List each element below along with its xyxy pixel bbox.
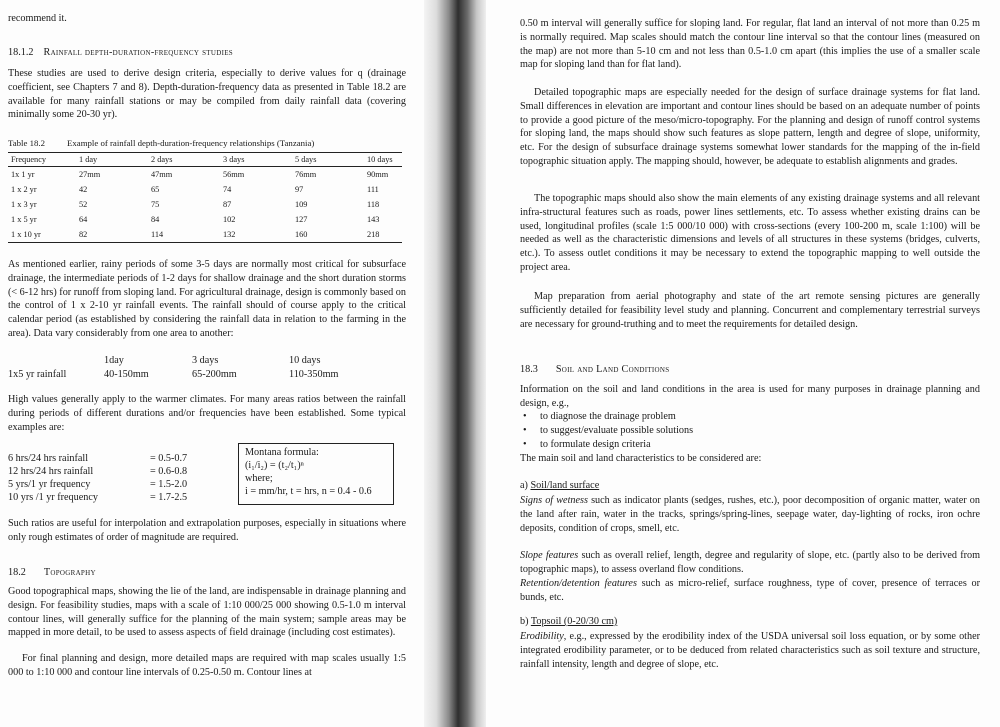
- table-header-cell: Frequency: [8, 153, 76, 167]
- term-text: such as micro-relief, surface roughness, type of cover, presence of terraces or bunds, etc.: [520, 578, 980, 603]
- section-heading-18-2: [8, 567, 96, 578]
- paragraph-ratios-useful: Such ratios are useful for interpolation and extrapolation purposes, especially in situations where only rough estimates of order of magnitude are required.: [8, 518, 406, 543]
- formula-title: Montana formula:: [245, 447, 319, 458]
- table-cell: 75: [151, 200, 160, 209]
- table-cell: 143: [367, 215, 380, 224]
- table-cell: 132: [220, 227, 292, 243]
- ratio-key: 5 yrs/1 yr frequency: [8, 479, 91, 490]
- subheading-soil-surface: [520, 480, 599, 491]
- paragraph-erodibility: [520, 630, 980, 671]
- list-item: • to diagnose the drainage problem: [540, 410, 693, 424]
- range-header-10days: 10 days: [289, 355, 321, 366]
- ratio-value: = 0.5-0.7: [150, 453, 188, 464]
- table-cell: 1 x 10 yr: [8, 227, 76, 243]
- left-top-line: recommend it.: [8, 13, 67, 24]
- table-label: Table 18.2: [8, 138, 46, 148]
- table-cell: 56mm: [223, 170, 245, 179]
- section-heading-18-3: [520, 364, 669, 375]
- table-cell: 82: [76, 227, 148, 243]
- table-cell: 64: [79, 215, 88, 224]
- table-cell: 87: [223, 200, 232, 209]
- rainfall-table: [8, 152, 402, 243]
- table-header-cell: 2 days: [148, 153, 220, 167]
- sub-title: Soil/land surface: [530, 480, 600, 491]
- section-number: 18.1.2: [8, 47, 34, 58]
- table-cell: 97: [295, 185, 304, 194]
- table-header-cell: 1 day: [76, 153, 148, 167]
- subheading-topsoil: [520, 616, 617, 627]
- ratio-key: 10 yrs /1 yr frequency: [8, 492, 98, 503]
- table-cell: 74: [223, 185, 232, 194]
- section-heading-18-1-2: [8, 47, 233, 58]
- table-cell: 127: [295, 215, 308, 224]
- section-title: Soil and Land Conditions: [555, 364, 670, 375]
- paragraph-slope-features: [520, 549, 980, 577]
- term: Retention/detention features: [520, 578, 637, 589]
- book-gutter: [424, 0, 486, 727]
- table-caption-text: Example of rainfall depth-duration-frequency relationships (Tanzania): [67, 138, 315, 148]
- paragraph-topographical-maps: Good topographical maps, showing the lie of the land, are indispensable in drainage planning and design. For feasibility studies, maps with a scale of 1:10 000/25 000 showing 0.5-1.0 m interval contour lines, will generally suffice for the planning of the main system; sample areas may be mapped in more detail, to be used to assess aspects of field drainage (including cost estimates).: [8, 586, 406, 639]
- term-text: such as indicator plants (sedges, rushes, etc.), poor decomposition of organic matter, water on the land after rain, water in the tracks, springs/spring-lines, seepage water, day-lighting of rocks, iron ochre deposits, condition of crops, smell, etc.: [520, 495, 980, 534]
- montana-formula-box: [238, 443, 394, 505]
- table-cell: 114: [148, 227, 220, 243]
- range-header-3days: 3 days: [192, 355, 219, 366]
- ratio-row: [8, 491, 187, 504]
- table-cell: 1 x 2 yr: [11, 185, 37, 194]
- paragraph-high-values: High values generally apply to the warmer climates. For many areas ratios between the rainfall during periods of different durations and/or frequencies have been established. Some typical examples are:: [8, 394, 406, 433]
- table-cell: 1 x 3 yr: [11, 200, 37, 209]
- section-title: Topography: [43, 567, 96, 578]
- right-page: [486, 0, 1000, 727]
- table-cell: 102: [223, 215, 236, 224]
- table-cell: 111: [367, 185, 379, 194]
- list-item: • to formulate design criteria: [540, 438, 693, 452]
- table-cell: 27mm: [79, 170, 101, 179]
- term-text: such as overall relief, length, degree and regularity of slope, etc. (partly also to be derived from topographic maps), to assess overland flow conditions.: [520, 550, 980, 575]
- section-number: 18.2: [8, 567, 26, 578]
- paragraph-detailed-maps: Detailed topographic maps are especially needed for the design of surface drainage systems for flat land. Small differences in elevation are important and contour lines should be based on an adequate number of points to provide a good picture of the meso/micro-topography. For the planning and design of runoff control systems for sloping land, the maps should show such features as slope pattern, length and degree of slope, uniformity, etc. For the design of subsurface drainage systems somewhat lower standards for the mapping of the in-field topographic situation apply. The mapping should, however, be adequate to establish alignments and grades.: [520, 87, 980, 167]
- sub-title: Topsoil (0-20/30 cm): [530, 616, 618, 627]
- section-number: 18.3: [520, 364, 538, 375]
- paragraph-signs-of-wetness: [520, 494, 980, 535]
- formula-where: where;: [245, 473, 273, 484]
- table-header-cell: 3 days: [220, 153, 292, 167]
- table-caption: [8, 138, 314, 148]
- table-cell: 42: [79, 185, 88, 194]
- paragraph-main-characteristics: The main soil and land characteristics to be considered are:: [520, 453, 762, 464]
- formula-variables: i = mm/hr, t = hrs, n = 0.4 - 0.6: [245, 486, 372, 497]
- purpose-list: [520, 410, 693, 451]
- ratio-key: 6 hrs/24 hrs rainfall: [8, 453, 89, 464]
- table-row: [8, 167, 402, 183]
- range-value: 110-350mm: [289, 369, 339, 380]
- table-cell: 1x 1 yr: [11, 170, 35, 179]
- ratio-row: [8, 478, 187, 491]
- table-header-cell: 10 days: [364, 153, 402, 167]
- table-cell: 84: [151, 215, 160, 224]
- ratio-value: = 1.5-2.0: [150, 479, 188, 490]
- paragraph-rainfall-studies: These studies are used to derive design criteria, especially to derive values for q (drainage coefficient, see Chapters 7 and 8). Depth-duration-frequency data as presented in Table 18.2 are available for many rainfall stations or may be compiled from daily rainfall data (covering minimally some 20-30 yr).: [8, 68, 406, 121]
- term: Erodibility: [520, 631, 564, 642]
- paragraph-final-planning: For final planning and design, more detailed maps are required with map scales usually 1:5 000 to 1:10 000 and contour line intervals of 0.25-0.50 m. Contour lines at: [8, 653, 406, 678]
- table-cell: 52: [79, 200, 88, 209]
- term: Slope features: [520, 550, 579, 561]
- table-header-cell: 5 days: [292, 153, 364, 167]
- table-row: [8, 182, 402, 197]
- table-cell: 109: [295, 200, 308, 209]
- paragraph-soil-info: Information on the soil and land conditions in the area is used for many purposes in drainage planning and design, e.g.,: [520, 384, 980, 409]
- table-cell: 1 x 5 yr: [11, 215, 37, 224]
- range-value: 65-200mm: [192, 369, 237, 380]
- term: Signs of wetness: [520, 495, 588, 506]
- table-row: [8, 212, 402, 227]
- range-value: 40-150mm: [104, 369, 149, 380]
- paragraph-rainy-periods: As mentioned earlier, rainy periods of some 3-5 days are normally most critical for subsurface drainage, the intermediate periods of 1-2 days for shallow drainage and the short duration storms (< 6-12 hrs) for runoff from sloping land. For agricultural drainage, design is commonly based on the control of 1 x 2-10 yr rainfall events. The rainfall should of course apply to the critical calendar period (as established by considering the rainfall data in relation to the farming in the area). Data vary considerably from one area to another:: [8, 259, 406, 339]
- sub-prefix: b): [520, 616, 531, 627]
- table-cell: 47mm: [151, 170, 173, 179]
- table-cell: 160: [292, 227, 364, 243]
- ratio-list: [8, 452, 187, 504]
- paragraph-contour-interval: 0.50 m interval will generally suffice for sloping land. For regular, flat land an interval of not more than 0.25 m is normally required. Map scales should match the contour line interval so that the contour lines (measured on the map) are not more than 5-10 cm and not less than 0.5-1.0 cm apart (this implies the use of a smaller scale map for sloping land than for flat land).: [520, 18, 980, 71]
- term-text: , e.g., expressed by the erodibility index of the USDA universal soil loss equation, or by some other integrated erodibility parameter, or to be deduced from related characteristics such as soil texture and structure, rainfall intensity, length and degree of slope, etc.: [520, 631, 980, 670]
- ratio-row: [8, 465, 187, 478]
- section-title: Rainfall depth-duration-frequency studies: [43, 47, 233, 58]
- formula-equation: (i₁/i₂) = (t₂/t₁)ⁿ: [245, 460, 304, 471]
- table-header-row: [8, 153, 402, 167]
- ratio-value: = 1.7-2.5: [150, 492, 188, 503]
- ratio-key: 12 hrs/24 hrs rainfall: [8, 466, 94, 477]
- table-cell: 90mm: [367, 170, 389, 179]
- paragraph-retention: [520, 577, 980, 605]
- sub-prefix: a): [520, 480, 531, 491]
- table-cell: 218: [364, 227, 402, 243]
- table-cell: 76mm: [295, 170, 317, 179]
- range-header-1day: 1day: [104, 355, 124, 366]
- left-page: [0, 0, 424, 727]
- table-row: [8, 197, 402, 212]
- paragraph-map-preparation: Map preparation from aerial photography and state of the art remote sensing pictures are generally sufficiently detailed for feasibility level study and planning. Concurrent and complementary terrestrial surveys are necessary for ground-truthing and to meet the requirements for detailed design.: [520, 291, 980, 330]
- list-item: • to suggest/evaluate possible solutions: [540, 424, 693, 438]
- ratio-value: = 0.6-0.8: [150, 466, 188, 477]
- ratio-row: [8, 452, 187, 465]
- table-row: [8, 227, 402, 243]
- table-cell: 65: [151, 185, 160, 194]
- table-cell: 118: [367, 200, 380, 209]
- paragraph-map-elements: The topographic maps should also show the main elements of any existing drainage systems and all relevant infra-structural features such as roads, power lines settlements, etc. To assess whether existing drains can be used, longitudinal profiles (scale 1:5 000/10 000) with cross-sections (every 100-200 m, scale 1:100) will be needed as well as the characteristic dimensions and levels of all structures in these systems (bridges, culverts, etc.). To assess outlet conditions it may be necessary to extend the topographic mapping to well outside the project area.: [520, 193, 980, 273]
- range-row-label: 1x5 yr rainfall: [8, 369, 67, 380]
